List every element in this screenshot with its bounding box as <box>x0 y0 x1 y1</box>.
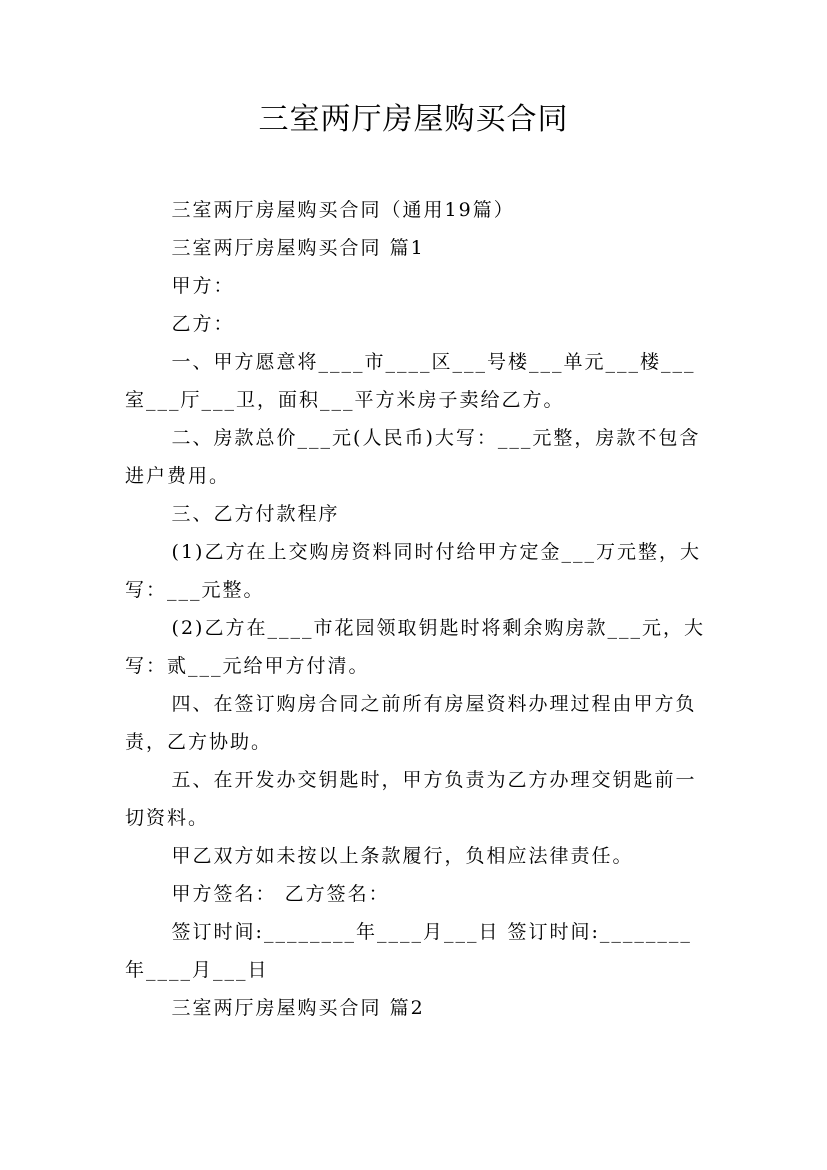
party-a-line: 甲方： <box>171 275 235 297</box>
clause-3-heading: 三、乙方付款程序 <box>171 503 340 525</box>
document-title: 三室两厅房屋购买合同 <box>258 102 569 137</box>
clause-1: 一、甲方愿意将____市____区___号楼___单元___楼___室___厅___卫，面积___平方米房子卖给乙方。 <box>125 351 696 411</box>
signature-line: 甲方签名： 乙方签名： <box>171 883 390 905</box>
section-heading: 三室两厅房屋购买合同 篇1 <box>171 237 425 259</box>
document-body <box>125 191 705 1027</box>
party-b-line: 乙方： <box>171 313 235 335</box>
clause-2: 二、房款总价___元(人民币)大写：___元整，房款不包含进户费用。 <box>125 427 701 487</box>
clause-5: 五、在开发办交钥匙时，甲方负责为乙方办理交钥匙前一切资料。 <box>125 769 697 829</box>
section-heading-2: 三室两厅房屋购买合同 篇2 <box>171 997 425 1019</box>
collection-heading: 三室两厅房屋购买合同（通用19篇） <box>171 199 515 221</box>
clause-3-item-1: (1)乙方在上交购房资料同时付给甲方定金___万元整，大写：___元整。 <box>125 541 701 601</box>
clause-3-item-2: (2)乙方在____市花园领取钥匙时将剩余购房款___元，大写：贰___元给甲方付清。 <box>125 617 705 677</box>
liability-clause: 甲乙双方如未按以上条款履行，负相应法律责任。 <box>171 845 634 867</box>
clause-4: 四、在签订购房合同之前所有房屋资料办理过程由甲方负责，乙方协助。 <box>125 693 697 753</box>
signing-date-line: 签订时间:________年____月___日 签订时间:________年____月___日 <box>125 921 692 981</box>
